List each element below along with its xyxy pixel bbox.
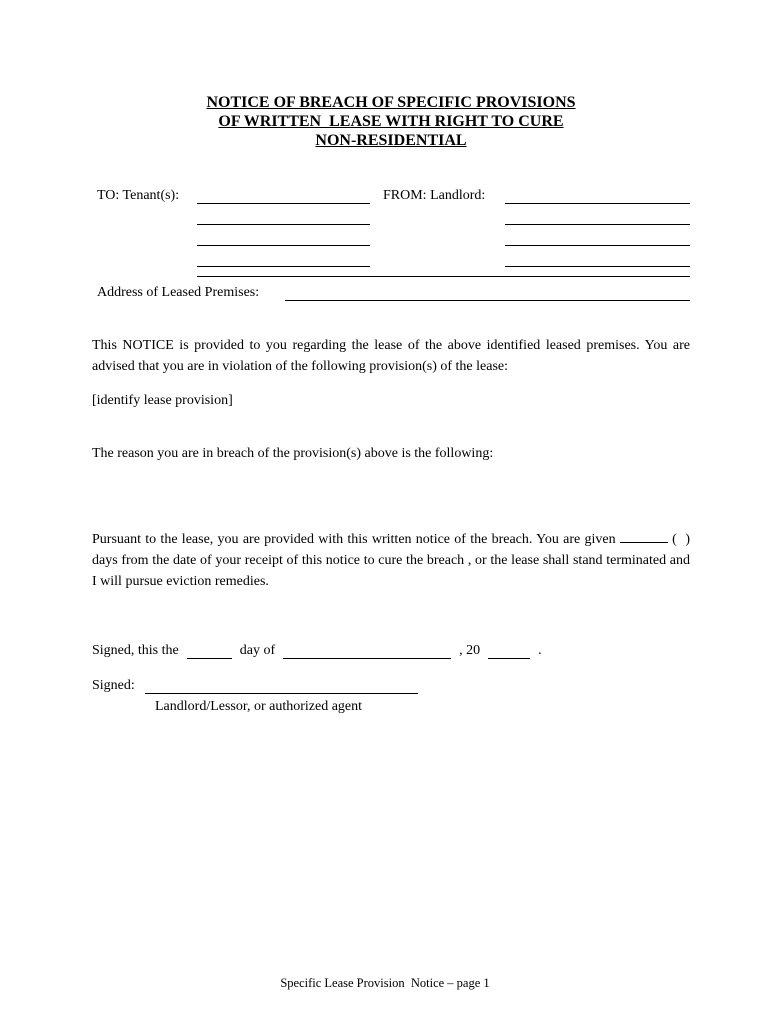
from-landlord-label: FROM: Landlord: xyxy=(383,188,486,203)
landlord-name-line-3[interactable] xyxy=(505,230,690,246)
signature-row xyxy=(92,673,690,694)
page-footer: Specific Lease Provision Notice – page 1 xyxy=(280,976,490,990)
document-title xyxy=(92,93,690,150)
signed-label: Signed: xyxy=(92,678,135,693)
signed-year-blank[interactable] xyxy=(488,643,530,659)
tenant-name-line-2[interactable] xyxy=(197,209,370,225)
cure-days-blank[interactable] xyxy=(620,532,668,543)
year-prefix-text: , 20 xyxy=(459,643,481,658)
cure-text-before: Pursuant to the lease, you are provided with this written notice of the breach. You are given xyxy=(92,532,616,547)
breach-reason-line: The reason you are in breach of the provision(s) above is the following: xyxy=(92,446,494,461)
parties-row-3 xyxy=(97,225,690,246)
address-row xyxy=(97,279,690,301)
tenant-name-line-3[interactable] xyxy=(197,230,370,246)
title-line-1: NOTICE OF BREACH OF SPECIFIC PROVISIONS xyxy=(206,94,576,111)
landlord-name-line-1[interactable] xyxy=(505,188,690,204)
agent-caption: Landlord/Lessor, or authorized agent xyxy=(155,699,363,714)
premises-address-line[interactable] xyxy=(285,285,690,301)
title-line-2: OF WRITTEN LEASE WITH RIGHT TO CURE xyxy=(218,113,564,130)
cure-paragraph xyxy=(92,529,690,592)
title-line-3: NON-RESIDENTIAL xyxy=(315,132,467,149)
period-text: . xyxy=(538,643,542,658)
day-of-text: day of xyxy=(239,643,276,658)
signed-this-text: Signed, this the xyxy=(92,643,179,658)
notice-intro-paragraph: This NOTICE is provided to you regarding the lease of the above identified leased premises. You are advised that you are in violation of the following provision(s) of the lease: xyxy=(92,338,690,374)
to-tenant-label: TO: Tenant(s): xyxy=(97,188,180,203)
signed-month-blank[interactable] xyxy=(283,643,451,659)
parties-row-2 xyxy=(97,204,690,225)
cure-text-after: ( ) days from the date of your receipt of this notice to cure the breach , or the lease shall stand terminated and I will pursue eviction remedies. xyxy=(92,532,691,589)
parties-section xyxy=(97,183,690,301)
signature-line[interactable] xyxy=(145,678,418,694)
parties-row-1 xyxy=(97,183,690,204)
signed-day-blank[interactable] xyxy=(187,643,232,659)
parties-row-5 xyxy=(97,267,690,277)
full-width-fill-line[interactable] xyxy=(197,261,690,277)
tenant-name-line-1[interactable] xyxy=(197,188,370,204)
address-of-leased-premises-label: Address of Leased Premises: xyxy=(97,285,260,300)
landlord-name-line-2[interactable] xyxy=(505,209,690,225)
signature-date-line xyxy=(92,638,690,659)
identify-provision-placeholder: [identify lease provision] xyxy=(92,393,233,408)
